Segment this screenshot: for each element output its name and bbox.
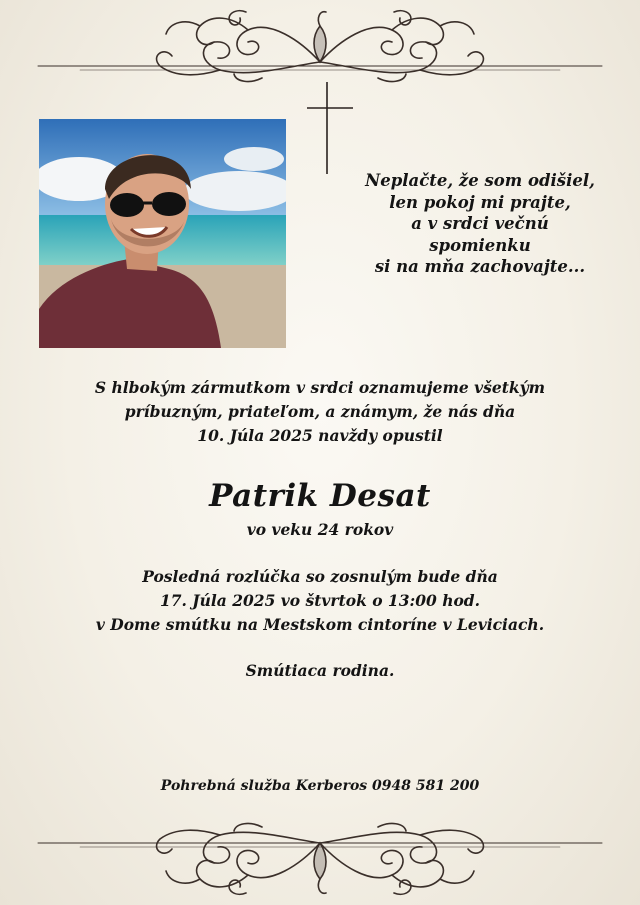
funeral-details: [20, 565, 620, 637]
funeral-line: v Dome smútku na Mestskom cintoríne v Leviciach.: [95, 615, 545, 634]
memorial-verse: [340, 170, 620, 278]
family-signature: Smútiaca rodina.: [245, 661, 395, 680]
funeral-line: 17. Júla 2025 vo štvrtok o 13:00 hod.: [159, 591, 481, 610]
top-flourish-ornament-icon: [0, 0, 640, 90]
verse-line: len pokoj mi prajte,: [389, 192, 571, 212]
verse-line: si na mňa zachovajte...: [374, 257, 586, 276]
deceased-age: vo veku 24 rokov: [246, 520, 394, 539]
verse-line: spomienku: [429, 235, 531, 255]
verse-line: a v srdci večnú: [411, 214, 549, 233]
announcement-line: S hlbokým zármutkom v srdci oznamujeme všetkým: [94, 378, 546, 397]
bottom-flourish-ornament-icon: [0, 815, 640, 905]
deceased-name: Patrik Desat: [209, 478, 431, 514]
announcement-line: príbuzným, priateľom, a známym, že nás dňa: [124, 402, 516, 421]
announcement-line: 10. Júla 2025 navždy opustil: [197, 426, 443, 445]
funeral-service-contact: Pohrebná služba Kerberos 0948 581 200: [160, 778, 480, 794]
funeral-line: Posledná rozlúčka so zosnulým bude dňa: [142, 567, 498, 586]
verse-line: Neplačte, že som odišiel,: [365, 171, 595, 190]
portrait-photo: [39, 119, 286, 348]
cross-icon: [307, 80, 355, 176]
death-announcement: [20, 376, 620, 448]
